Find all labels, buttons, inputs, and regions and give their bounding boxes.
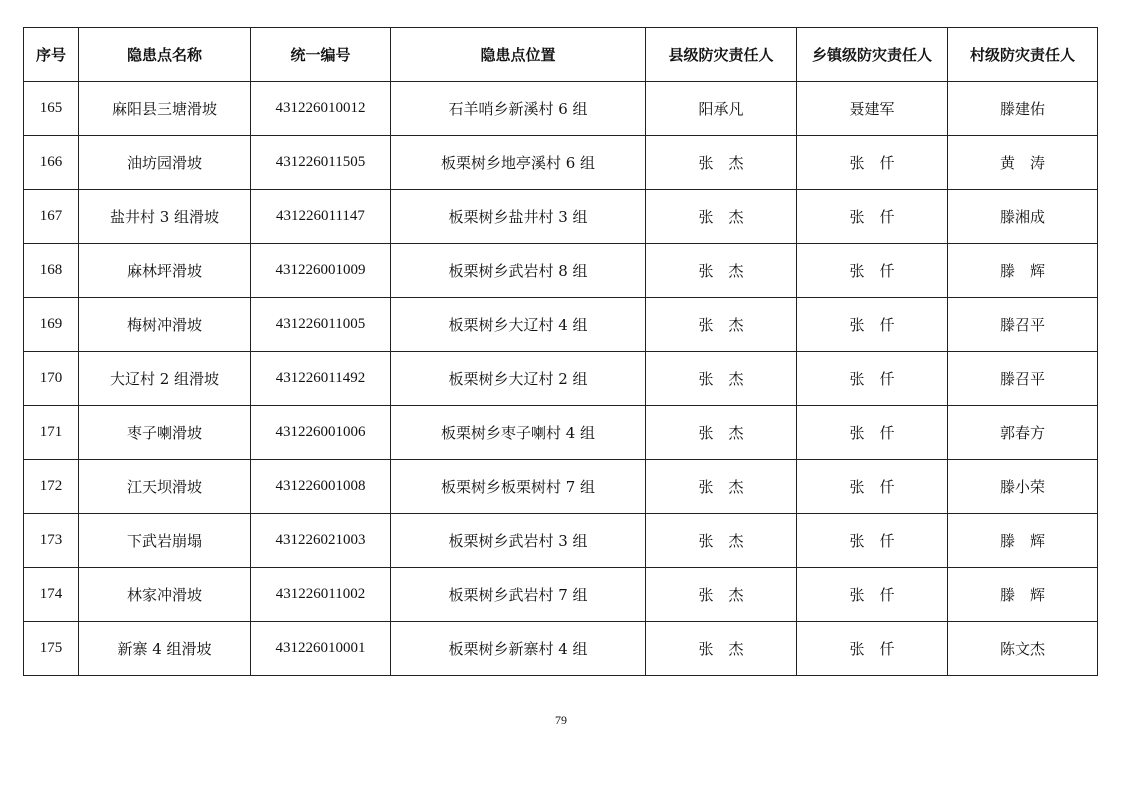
cell-hazard-name: 新寨 4 组滑坡 xyxy=(79,622,251,676)
cell-hazard-location: 板栗树乡大辽村 4 组 xyxy=(391,298,646,352)
cell-serial-number: 165 xyxy=(24,82,79,136)
table-row xyxy=(24,244,1098,298)
cell-serial-number: 175 xyxy=(24,622,79,676)
cell-unified-code: 431226011492 xyxy=(251,352,391,406)
cell-unified-code: 431226010012 xyxy=(251,82,391,136)
header-township-responsible: 乡镇级防灾责任人 xyxy=(797,28,948,82)
cell-hazard-name: 油坊园滑坡 xyxy=(79,136,251,190)
cell-county-responsible: 张 杰 xyxy=(646,622,797,676)
cell-unified-code: 431226001008 xyxy=(251,460,391,514)
cell-serial-number: 167 xyxy=(24,190,79,244)
cell-hazard-name: 梅树冲滑坡 xyxy=(79,298,251,352)
cell-hazard-name: 麻阳县三塘滑坡 xyxy=(79,82,251,136)
cell-hazard-location: 板栗树乡武岩村 7 组 xyxy=(391,568,646,622)
cell-hazard-location: 板栗树乡板栗树村 7 组 xyxy=(391,460,646,514)
cell-county-responsible: 张 杰 xyxy=(646,244,797,298)
cell-hazard-location: 板栗树乡大辽村 2 组 xyxy=(391,352,646,406)
cell-county-responsible: 张 杰 xyxy=(646,406,797,460)
cell-hazard-location: 板栗树乡武岩村 3 组 xyxy=(391,514,646,568)
cell-hazard-name: 枣子喇滑坡 xyxy=(79,406,251,460)
table-row xyxy=(24,352,1098,406)
cell-village-responsible: 滕召平 xyxy=(948,298,1098,352)
cell-hazard-name: 江天坝滑坡 xyxy=(79,460,251,514)
table-row xyxy=(24,568,1098,622)
cell-unified-code: 431226021003 xyxy=(251,514,391,568)
cell-serial-number: 170 xyxy=(24,352,79,406)
cell-hazard-location: 石羊哨乡新溪村 6 组 xyxy=(391,82,646,136)
cell-township-responsible: 张 仟 xyxy=(797,514,948,568)
cell-serial-number: 169 xyxy=(24,298,79,352)
cell-hazard-location: 板栗树乡新寨村 4 组 xyxy=(391,622,646,676)
cell-township-responsible: 张 仟 xyxy=(797,460,948,514)
cell-township-responsible: 张 仟 xyxy=(797,190,948,244)
table-row xyxy=(24,460,1098,514)
table-row xyxy=(24,190,1098,244)
cell-unified-code: 431226001006 xyxy=(251,406,391,460)
cell-village-responsible: 滕小荣 xyxy=(948,460,1098,514)
cell-hazard-location: 板栗树乡枣子喇村 4 组 xyxy=(391,406,646,460)
cell-unified-code: 431226011005 xyxy=(251,298,391,352)
cell-village-responsible: 滕 辉 xyxy=(948,244,1098,298)
cell-township-responsible: 张 仟 xyxy=(797,136,948,190)
cell-county-responsible: 张 杰 xyxy=(646,190,797,244)
cell-serial-number: 173 xyxy=(24,514,79,568)
table-body xyxy=(24,82,1098,676)
cell-county-responsible: 张 杰 xyxy=(646,136,797,190)
cell-village-responsible: 黄 涛 xyxy=(948,136,1098,190)
cell-village-responsible: 滕湘成 xyxy=(948,190,1098,244)
cell-village-responsible: 陈文杰 xyxy=(948,622,1098,676)
header-serial-number: 序号 xyxy=(24,28,79,82)
cell-county-responsible: 张 杰 xyxy=(646,460,797,514)
header-county-responsible: 县级防灾责任人 xyxy=(646,28,797,82)
cell-serial-number: 171 xyxy=(24,406,79,460)
cell-hazard-location: 板栗树乡武岩村 8 组 xyxy=(391,244,646,298)
cell-township-responsible: 张 仟 xyxy=(797,298,948,352)
cell-county-responsible: 阳承凡 xyxy=(646,82,797,136)
table-row xyxy=(24,622,1098,676)
cell-hazard-name: 麻林坪滑坡 xyxy=(79,244,251,298)
cell-unified-code: 431226001009 xyxy=(251,244,391,298)
cell-township-responsible: 张 仟 xyxy=(797,406,948,460)
cell-serial-number: 168 xyxy=(24,244,79,298)
cell-county-responsible: 张 杰 xyxy=(646,568,797,622)
cell-unified-code: 431226011002 xyxy=(251,568,391,622)
cell-village-responsible: 滕建佑 xyxy=(948,82,1098,136)
cell-township-responsible: 聂建军 xyxy=(797,82,948,136)
cell-county-responsible: 张 杰 xyxy=(646,514,797,568)
page-number: 79 xyxy=(555,713,567,727)
header-village-responsible: 村级防灾责任人 xyxy=(948,28,1098,82)
cell-township-responsible: 张 仟 xyxy=(797,352,948,406)
cell-serial-number: 172 xyxy=(24,460,79,514)
cell-unified-code: 431226011147 xyxy=(251,190,391,244)
cell-hazard-name: 盐井村 3 组滑坡 xyxy=(79,190,251,244)
cell-county-responsible: 张 杰 xyxy=(646,298,797,352)
header-hazard-location: 隐患点位置 xyxy=(391,28,646,82)
table-row xyxy=(24,514,1098,568)
cell-hazard-name: 下武岩崩塌 xyxy=(79,514,251,568)
table-header-row xyxy=(24,28,1098,82)
table-row xyxy=(24,298,1098,352)
cell-village-responsible: 滕 辉 xyxy=(948,514,1098,568)
cell-hazard-location: 板栗树乡盐井村 3 组 xyxy=(391,190,646,244)
cell-township-responsible: 张 仟 xyxy=(797,568,948,622)
cell-village-responsible: 滕 辉 xyxy=(948,568,1098,622)
cell-township-responsible: 张 仟 xyxy=(797,244,948,298)
hazard-points-table xyxy=(23,27,1098,676)
table-row xyxy=(24,406,1098,460)
cell-hazard-name: 林家冲滑坡 xyxy=(79,568,251,622)
cell-serial-number: 174 xyxy=(24,568,79,622)
table-row xyxy=(24,136,1098,190)
header-unified-code: 统一编号 xyxy=(251,28,391,82)
cell-hazard-location: 板栗树乡地亭溪村 6 组 xyxy=(391,136,646,190)
cell-hazard-name: 大辽村 2 组滑坡 xyxy=(79,352,251,406)
cell-unified-code: 431226011505 xyxy=(251,136,391,190)
cell-unified-code: 431226010001 xyxy=(251,622,391,676)
header-hazard-name: 隐患点名称 xyxy=(79,28,251,82)
cell-village-responsible: 郭春方 xyxy=(948,406,1098,460)
cell-township-responsible: 张 仟 xyxy=(797,622,948,676)
cell-serial-number: 166 xyxy=(24,136,79,190)
cell-county-responsible: 张 杰 xyxy=(646,352,797,406)
cell-village-responsible: 滕召平 xyxy=(948,352,1098,406)
table-row xyxy=(24,82,1098,136)
